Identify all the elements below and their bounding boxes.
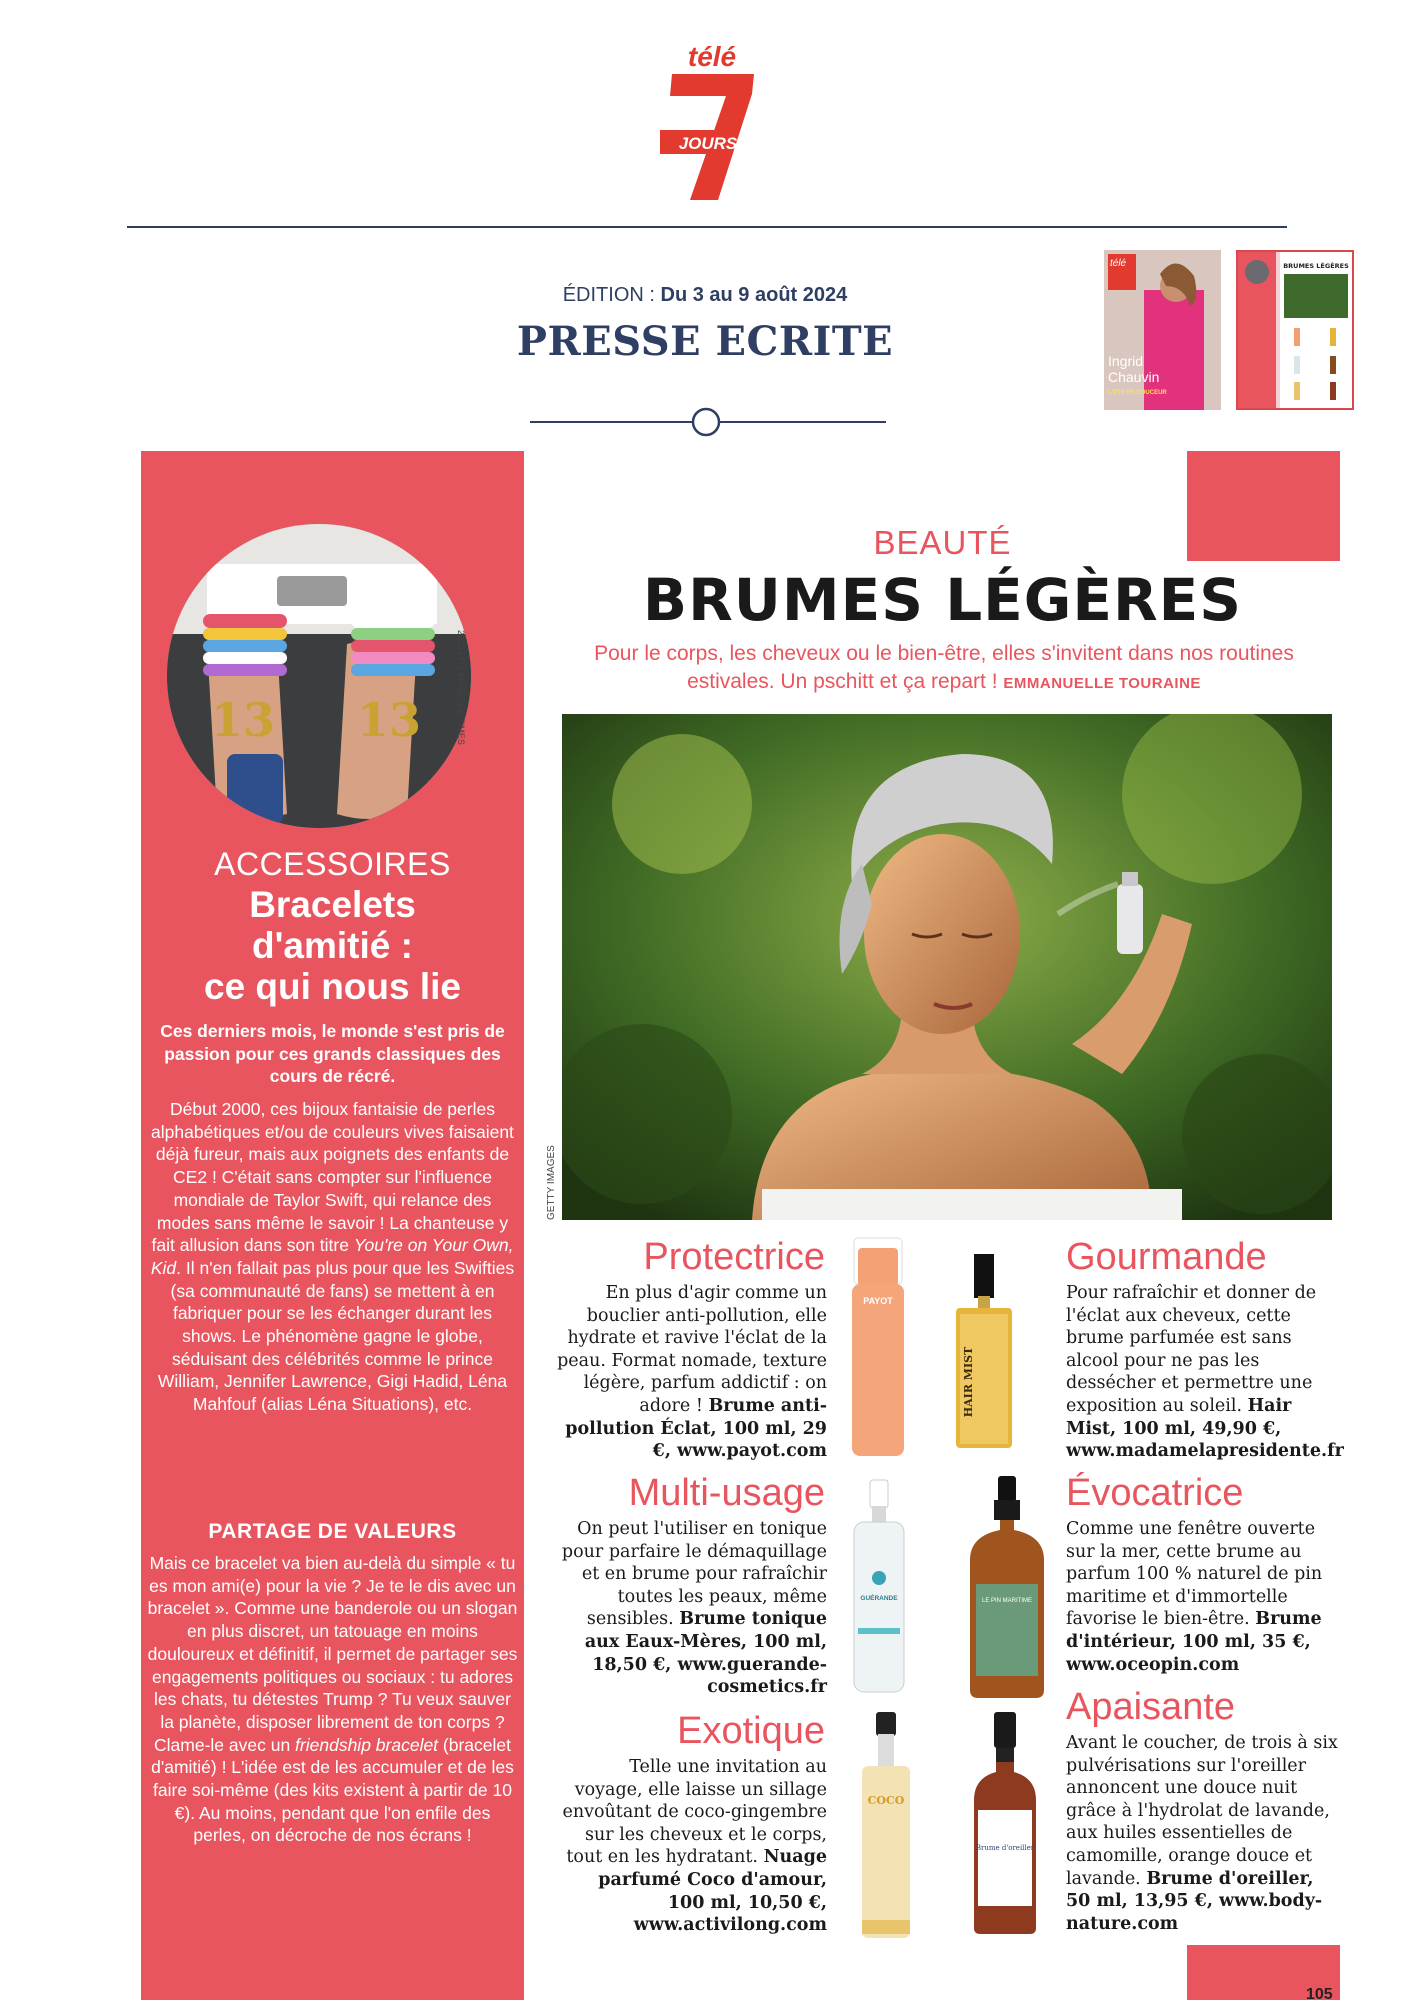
product-title-evocatrice: Évocatrice: [1066, 1472, 1244, 1514]
friendship-bracelet-term: friendship bracelet: [295, 1734, 439, 1755]
logo-jours-text: JOURS: [678, 134, 738, 153]
bracelets-wrists-icon: [167, 524, 471, 828]
byline: EMMANUELLE TOURAINE: [1003, 675, 1201, 692]
product-text-evocatrice: [1066, 1518, 1342, 1676]
edition-label: ÉDITION :: [562, 284, 661, 306]
hair-mist-label: HAIR MIST: [962, 1346, 975, 1418]
cover-logo-text: télé: [1110, 258, 1127, 269]
product-desc: Telle une invitation au voyage, elle laisse un sillage envoûtant de coco-gingembre sur les cheveux et le corps, tout en les hydratant.: [562, 1757, 827, 1868]
main-photo-credit: GETTY IMAGES: [546, 1145, 557, 1220]
guerande-bottle-icon: [850, 1478, 908, 1696]
bracelets-photo: [167, 524, 471, 828]
standfirst-text: Pour le corps, les cheveux ou le bien-être, elles s'invitent dans nos routines estivales. Un pschitt et ça repart !: [594, 642, 1294, 693]
page-thumbnail-title: BRUMES LÉGÈRES: [1283, 262, 1349, 270]
sidebar-body-2-text-end: (bracelet d'amitié) ! L'idée est de les accumuler et de les faire soi-même (des kits existent à partir de 10 €). Au moins, pendant que l'on enfile des perles, on décroche de nos écrans !: [151, 1734, 514, 1846]
magazine-cover-thumbnail[interactable]: [1104, 250, 1221, 410]
header-rule: [127, 226, 1287, 228]
product-title-protectrice: Protectrice: [643, 1236, 825, 1278]
body-nature-bottle-icon: [972, 1710, 1038, 1936]
article-headline: BRUMES LÉGÈRES: [642, 566, 1243, 634]
sidebar-lead: Ces derniers mois, le monde s'est pris de passion pour ces grands classiques des cours de récré.: [160, 1021, 505, 1086]
product-title-gourmande: Gourmande: [1066, 1236, 1267, 1278]
product-title-exotique: Exotique: [677, 1710, 825, 1752]
sidebar-body-2: [141, 1552, 524, 1847]
page-thumbnail-art-icon: [1238, 252, 1352, 408]
activilong-label: COCO: [867, 1794, 905, 1807]
cover-name-line1: Ingrid: [1108, 353, 1144, 369]
edition-value: Du 3 au 9 août 2024: [660, 284, 848, 306]
bracelets-photo-credit: 2023 LOS ANGELES TIMES: [456, 630, 466, 745]
product-text-multi-usage: [556, 1518, 827, 1699]
edition-line: [420, 284, 990, 307]
article-standfirst: [564, 640, 1324, 698]
guerande-label: GUÉRANDE: [860, 1595, 898, 1602]
product-title-multi-usage: Multi-usage: [628, 1472, 825, 1514]
hair-mist-bottle-icon: [952, 1252, 1016, 1452]
cover-tagline: L'ÉTÉ EN DOUCEUR: [1108, 390, 1167, 396]
article-page-thumbnail[interactable]: [1236, 250, 1354, 410]
product-price: Nuage parfumé Coco d'amour, 100 ml, 10,50 €, www.activilong.com: [598, 1847, 827, 1936]
product-price: Brume tonique aux Eaux-Mères, 100 ml, 18,50 €, www.guerande-cosmetics.fr: [584, 1609, 827, 1698]
product-price: Brume anti-pollution Éclat, 100 ml, 29 €, www.payot.com: [565, 1395, 827, 1462]
sidebar-title-line3: ce qui nous lie: [204, 966, 461, 1007]
product-text-apaisante: [1066, 1732, 1342, 1935]
product-desc: On peut l'utiliser en tonique pour parfaire le démaquillage et en brume pour rafraîchir toutes les peaux, même sensibles.: [561, 1519, 827, 1630]
main-photo: [562, 714, 1332, 1220]
tele7jours-logo: [660, 42, 756, 202]
woman-spraying-mist-icon: [562, 714, 1332, 1220]
product-text-gourmande: [1066, 1282, 1342, 1463]
product-text-exotique: [556, 1756, 827, 1937]
svg-text:13: 13: [356, 693, 422, 747]
title-divider: [528, 404, 888, 440]
body-nature-label: Brume d'oreiller: [975, 1844, 1035, 1852]
logo-tele-text: télé: [687, 42, 737, 72]
product-price: Brume d'oreiller, 50 ml, 13,95 €, www.body-nature.com: [1066, 1868, 1323, 1934]
sidebar-body-1-text: Début 2000, ces bijoux fantaisie de perles alphabétiques et/ou de couleurs vives faisaient déjà fureur, mais aux poignets des enfants de CE2 ! C'était sans compter sur l'influence mondiale de Taylor Swift, qui relance des modes sans même le savoir ! La chanteuse y fait allusion dans son titre: [151, 1099, 514, 1256]
activilong-bottle-icon: [858, 1710, 914, 1942]
product-desc: Comme une fenêtre ouverte sur la mer, cette brume au parfum 100 % naturel de pin maritime et d'immortelle favorise le bien-être.: [1066, 1519, 1323, 1630]
product-price: Hair Mist, 100 ml, 49,90 €, www.madamelapresidente.fr: [1066, 1395, 1344, 1462]
page-number: 105: [1306, 1986, 1333, 2003]
svg-text:13: 13: [210, 693, 276, 747]
section-title: PRESSE ECRITE: [516, 318, 894, 365]
payot-label: PAYOT: [863, 1296, 893, 1306]
song-title: You're on Your Own, Kid: [150, 1235, 514, 1278]
oceopin-label: LE PIN MARITIME: [981, 1598, 1033, 1604]
sidebar-body-1-text-end: . Il n'en fallait pas plus pour que les Swifties (sa communauté de fans) se mettent à en fabriquer pour se les échanger durant les shows. Le phénomène gagne le globe, séduisant des célébrités comme le prince William, Jennifer Lawrence, Gigi Hadid, Léna Mahfouf (alias Léna Situations), etc.: [157, 1257, 515, 1415]
product-title-apaisante: Apaisante: [1066, 1686, 1236, 1728]
product-desc: Avant le coucher, de trois à six pulvérisations sur l'oreiller annoncent une douce nuit grâce à l'hydrolat de lavande, aux huiles essentielles de camomille, orange douce et lavande.: [1066, 1733, 1338, 1889]
product-text-protectrice: [556, 1282, 827, 1463]
sidebar-body-1: [141, 1098, 524, 1416]
sidebar-title: [141, 884, 524, 1007]
sidebar-title-line2: d'amitié :: [252, 925, 413, 966]
cover-art-icon: [1104, 250, 1221, 410]
sidebar-body-2-text: Mais ce bracelet va bien au-delà du simple « tu es mon ami(e) pour la vie ? Je te le dis avec un bracelet ». Comme une banderole ou un slogan en plus discret, un tatouage en moins douloureux et définitif, il permet de partager ses engagements politiques ou sociaux : tu adores les chats, tu détestes Trump ? Tu veux sauver la planète, disposer librement de ton corps ? Clame-le avec un: [147, 1553, 518, 1755]
product-desc: En plus d'agir comme un bouclier anti-pollution, elle hydrate et ravive l'éclat de la peau. Format nomade, texture légère, parfum addictif : on adore !: [557, 1283, 827, 1416]
sidebar-title-line1: Bracelets: [249, 884, 416, 925]
product-desc: Pour rafraîchir et donner de l'éclat aux cheveux, cette brume parfumée est sans alcool pour ne pas les dessécher et permettre une exposition au soleil.: [1066, 1283, 1317, 1416]
payot-bottle-icon: [848, 1234, 908, 1459]
cover-name-line2: Chauvin: [1108, 369, 1160, 385]
sidebar-subhead: PARTAGE DE VALEURS: [208, 1520, 457, 1543]
product-price: Brume d'intérieur, 100 ml, 35 €, www.oceopin.com: [1066, 1609, 1322, 1675]
article-kicker: BEAUTÉ: [873, 524, 1012, 561]
oceopin-bottle-icon: [970, 1474, 1044, 1700]
sidebar-kicker: ACCESSOIRES: [214, 846, 451, 882]
